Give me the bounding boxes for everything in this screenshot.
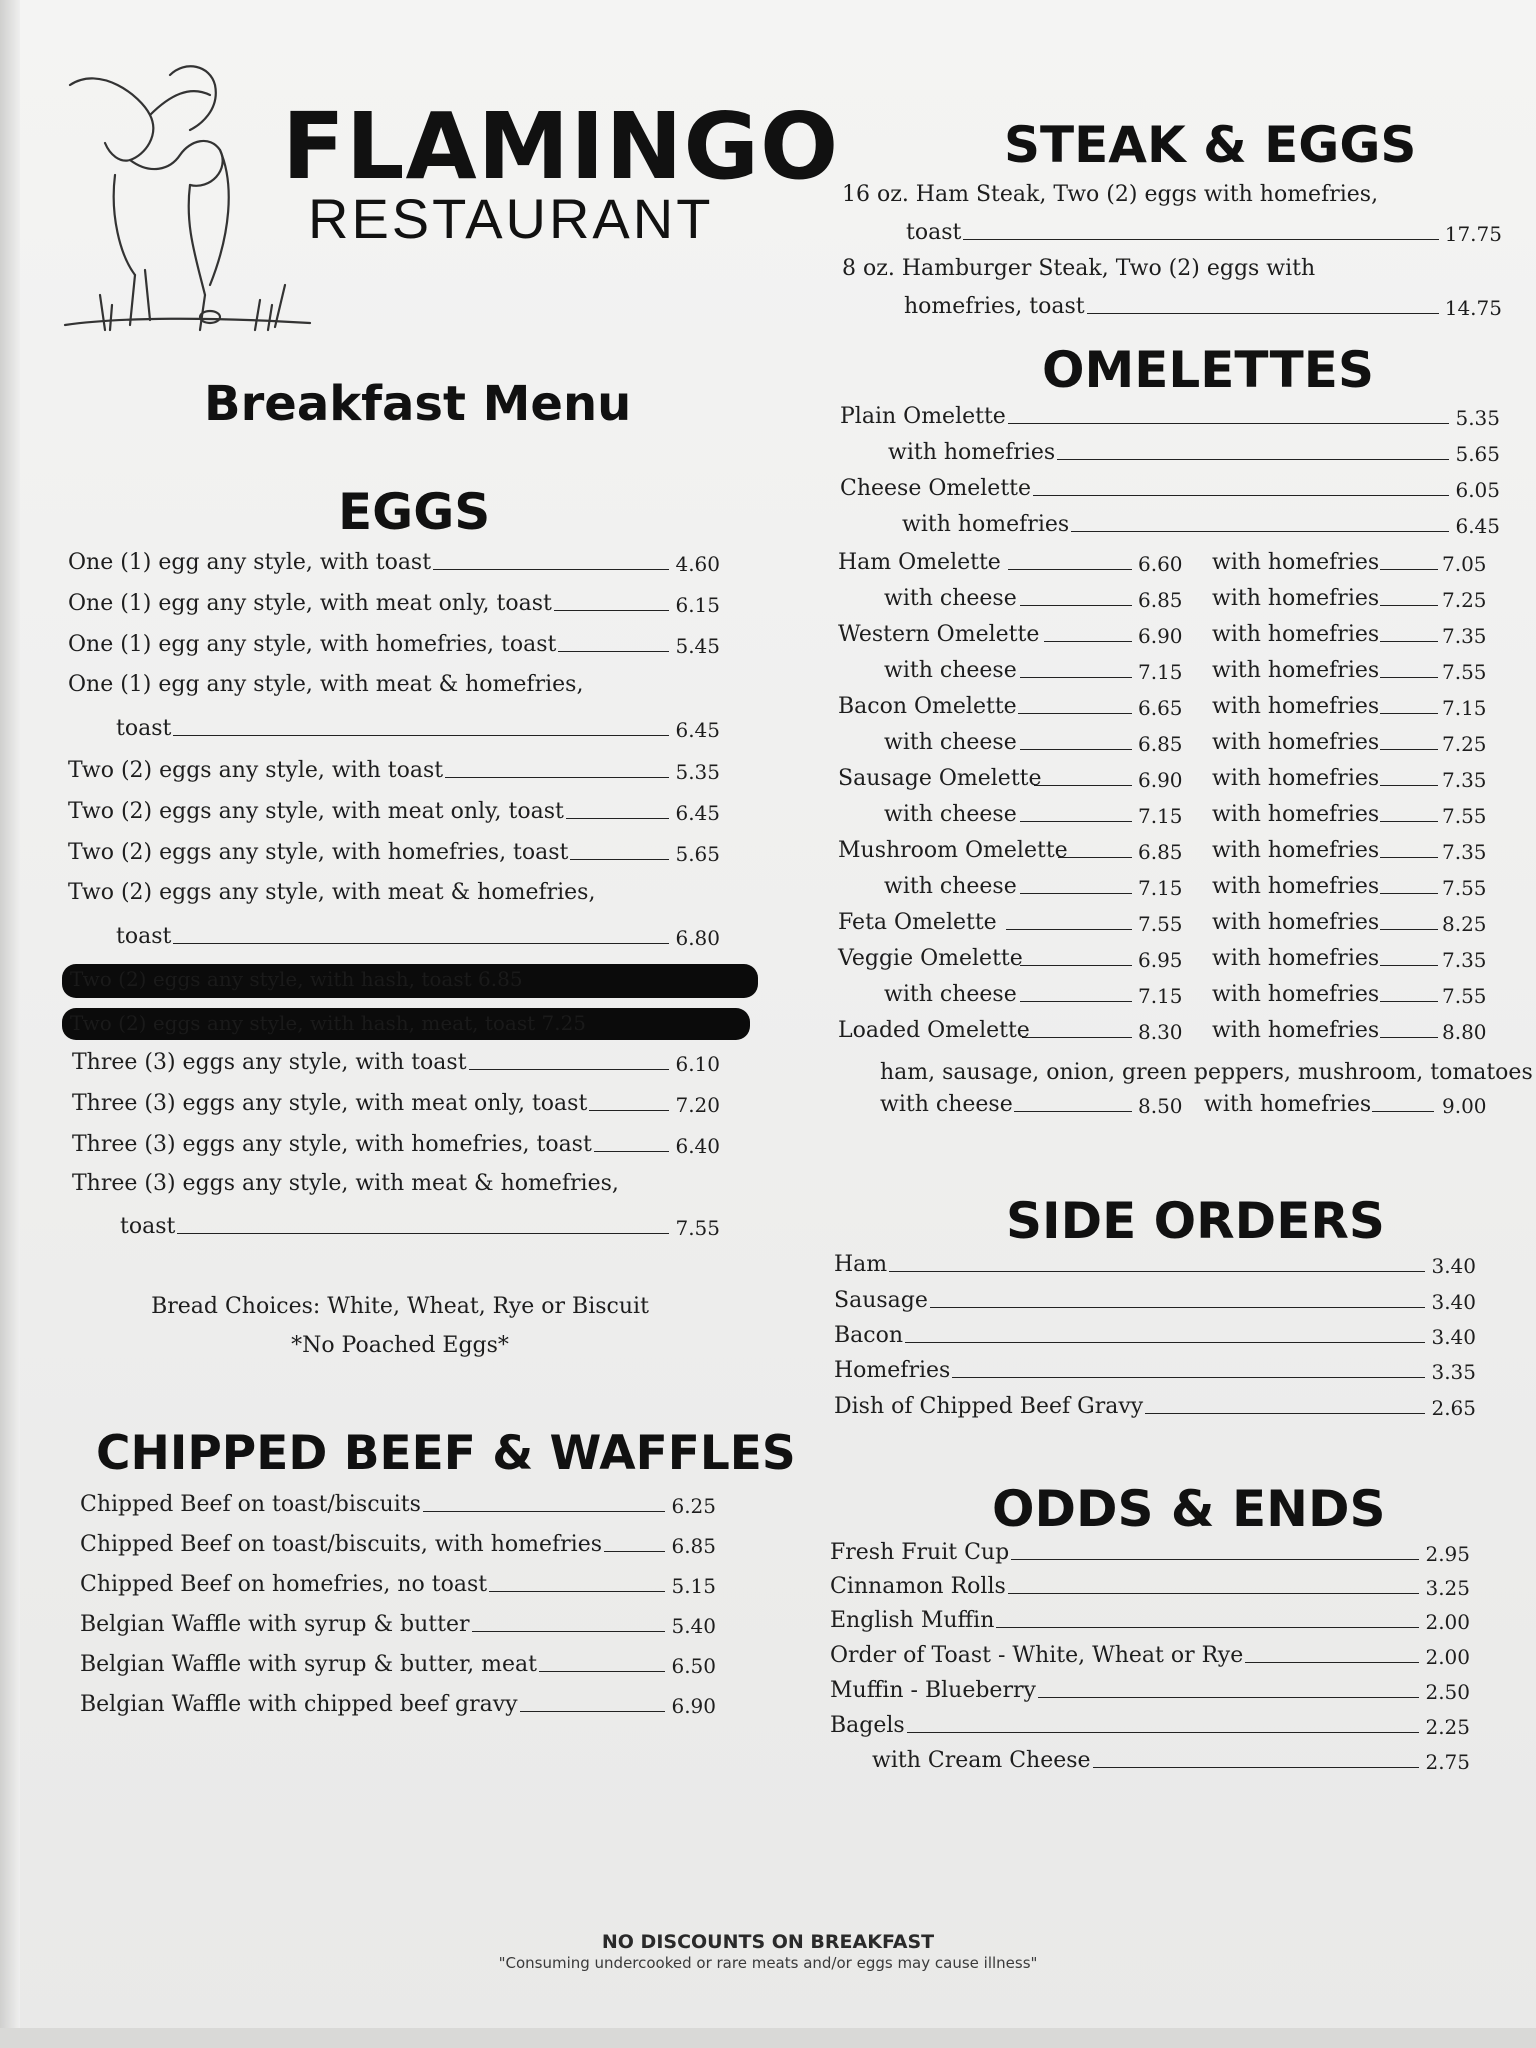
list-item: with Cream Cheese 2.75 <box>872 1748 1470 1774</box>
list-item: Muffin - Blueberry 2.50 <box>830 1678 1470 1704</box>
list-item: Bacon 3.40 <box>834 1323 1476 1349</box>
list-item: Sausage 3.40 <box>834 1288 1476 1314</box>
list-item: with homefries 6.45 <box>902 512 1500 538</box>
restaurant-logo <box>60 55 840 355</box>
loaded-omelette-description: ham, sausage, onion, green peppers, mushroom, tomatoes <box>880 1060 1533 1085</box>
list-item: Two (2) eggs any style, with meat & homefries, <box>68 880 596 905</box>
list-item-continued: toast 17.75 <box>906 220 1502 246</box>
list-item: Three (3) eggs any style, with meat & homefries, <box>72 1171 619 1196</box>
list-item-continued: toast 6.80 <box>116 924 720 950</box>
odds-title: ODDS & ENDS <box>992 1480 1386 1538</box>
list-item: Chipped Beef on homefries, no toast 5.15 <box>80 1572 716 1598</box>
omelette-row: Bacon Omelette 6.65 with homefries 7.15 <box>838 694 1487 720</box>
list-item-continued: toast 7.55 <box>120 1214 720 1240</box>
list-item: Two (2) eggs any style, with meat only, toast 6.45 <box>68 799 720 825</box>
no-discounts-notice: NO DISCOUNTS ON BREAKFAST <box>601 1931 935 1953</box>
list-item-continued: homefries, toast 14.75 <box>904 294 1502 320</box>
list-item: Belgian Waffle with chipped beef gravy 6.90 <box>80 1692 716 1718</box>
list-item: Belgian Waffle with syrup & butter 5.40 <box>80 1612 716 1638</box>
steak-title: STEAK & EGGS <box>1004 116 1417 174</box>
list-item: Two (2) eggs any style, with toast 5.35 <box>68 758 720 784</box>
list-item: One (1) egg any style, with homefries, toast 5.45 <box>68 632 720 658</box>
list-item: Chipped Beef on toast/biscuits 6.25 <box>80 1492 716 1518</box>
list-item-continued: toast 6.45 <box>116 716 720 742</box>
omelettes-title: OMELETTES <box>1042 341 1374 399</box>
brand-name: FLAMINGO <box>282 93 840 200</box>
omelette-row: with cheese 7.15 with homefries 7.55 <box>884 658 1487 684</box>
omelette-row: with cheese 7.15 with homefries 7.55 <box>884 802 1487 828</box>
list-item: Ham 3.40 <box>834 1252 1476 1278</box>
list-item: 8 oz. Hamburger Steak, Two (2) eggs with <box>842 256 1316 281</box>
list-item: Three (3) eggs any style, with meat only, toast 7.20 <box>72 1091 720 1117</box>
list-item: Belgian Waffle with syrup & butter, meat 6.50 <box>80 1652 716 1678</box>
list-item: Dish of Chipped Beef Gravy 2.65 <box>834 1394 1476 1420</box>
chipped-title: CHIPPED BEEF & WAFFLES <box>96 1426 796 1481</box>
omelette-row: Feta Omelette 7.55 with homefries 8.25 <box>838 910 1487 936</box>
list-item: Three (3) eggs any style, with toast 6.10 <box>72 1050 720 1076</box>
list-item: Fresh Fruit Cup 2.95 <box>830 1540 1470 1566</box>
omelette-row: with cheese 6.85 with homefries 7.25 <box>884 586 1487 612</box>
omelette-row: with cheese 8.50 with homefries 9.00 <box>880 1092 1487 1118</box>
paper-edge <box>0 0 20 2048</box>
list-item: Cheese Omelette 6.05 <box>840 476 1500 502</box>
redacted-item: Two (2) eggs any style, with hash, toast 6.85 <box>62 964 758 998</box>
menu-title: Breakfast Menu <box>204 376 632 432</box>
list-item: One (1) egg any style, with meat only, toast 6.15 <box>68 591 720 617</box>
omelette-row: with cheese 7.15 with homefries 7.55 <box>884 874 1487 900</box>
list-item: One (1) egg any style, with toast 4.60 <box>68 550 720 576</box>
flamingo-drawing <box>60 55 320 355</box>
omelette-row: with cheese 6.85 with homefries 7.25 <box>884 730 1487 756</box>
no-poached-note: *No Poached Eggs* <box>291 1333 509 1358</box>
list-item: English Muffin 2.00 <box>830 1608 1470 1634</box>
list-item: Plain Omelette 5.35 <box>840 404 1500 430</box>
omelette-row: Mushroom Omelette 6.85 with homefries 7.35 <box>838 838 1487 864</box>
omelette-row: Ham Omelette 6.60 with homefries 7.05 <box>838 550 1487 576</box>
bread-choices-note: Bread Choices: White, Wheat, Rye or Biscuit <box>151 1294 649 1319</box>
omelette-row: Western Omelette 6.90 with homefries 7.35 <box>838 622 1487 648</box>
list-item: Order of Toast - White, Wheat or Rye 2.00 <box>830 1643 1470 1669</box>
list-item: Chipped Beef on toast/biscuits, with homefries 6.85 <box>80 1532 716 1558</box>
omelette-row: Loaded Omelette 8.30 with homefries 8.80 <box>838 1018 1487 1044</box>
list-item: Bagels 2.25 <box>830 1713 1470 1739</box>
brand-subtitle: RESTAURANT <box>308 187 714 250</box>
eggs-title: EGGS <box>338 483 491 541</box>
list-item: 16 oz. Ham Steak, Two (2) eggs with homefries, <box>842 182 1379 207</box>
omelette-row: Veggie Omelette 6.95 with homefries 7.35 <box>838 946 1487 972</box>
omelette-row: Sausage Omelette 6.90 with homefries 7.35 <box>838 766 1487 792</box>
health-warning: "Consuming undercooked or rare meats and/or eggs may cause illness" <box>498 1954 1038 1972</box>
list-item: Cinnamon Rolls 3.25 <box>830 1574 1470 1600</box>
list-item: Three (3) eggs any style, with homefries, toast 6.40 <box>72 1132 720 1158</box>
list-item: Two (2) eggs any style, with homefries, toast 5.65 <box>68 840 720 866</box>
redacted-item: Two (2) eggs any style, with hash, meat, toast 7.25 <box>62 1008 750 1040</box>
list-item: One (1) egg any style, with meat & homefries, <box>68 672 584 697</box>
sides-title: SIDE ORDERS <box>1006 1192 1385 1250</box>
table-surface <box>0 2028 1536 2048</box>
list-item: with homefries 5.65 <box>888 440 1500 466</box>
omelette-row: with cheese 7.15 with homefries 7.55 <box>884 982 1487 1008</box>
list-item: Homefries 3.35 <box>834 1358 1476 1384</box>
